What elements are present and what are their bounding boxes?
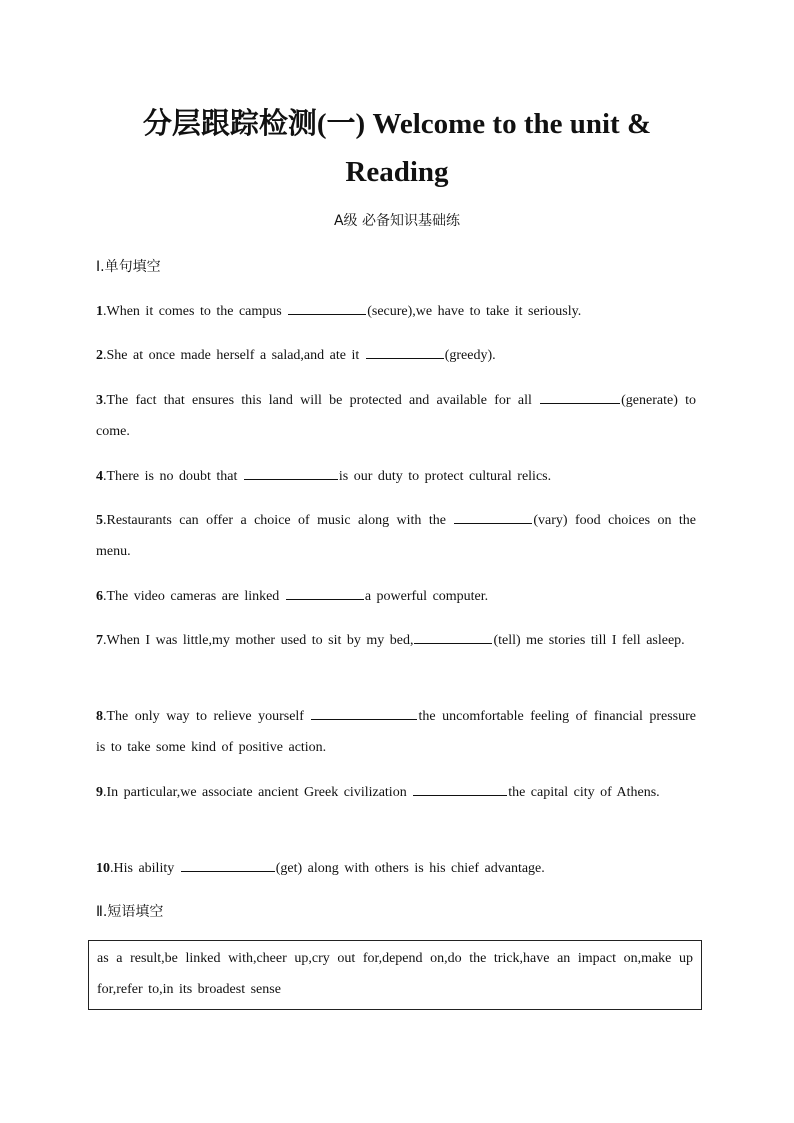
phrase-bank-box (88, 940, 702, 1010)
question-text-after: is our duty to protect cultural relics. (338, 469, 552, 484)
question-text-before: .Restaurants can offer a choice of music along with the (103, 513, 454, 528)
question-text-after: a powerful computer. (364, 589, 489, 604)
answer-blank[interactable] (414, 628, 492, 644)
question-10 (96, 853, 696, 884)
question-text-after: (generate) to come. (96, 393, 697, 439)
section-heading-2: Ⅱ.短语填空 (96, 904, 164, 920)
question-text-after: (greedy). (444, 348, 496, 363)
question-number: 8 (96, 709, 103, 724)
question-number: 5 (96, 513, 103, 528)
answer-blank[interactable] (286, 584, 364, 600)
question-text-before: .The only way to relieve yourself (103, 709, 311, 724)
page-title: 分层跟踪检测(一) Welcome to the unit & Reading (142, 108, 652, 188)
answer-blank[interactable] (366, 343, 444, 359)
question-text-after: the capital city of Athens. (508, 785, 660, 800)
question-text-before: .There is no doubt that (103, 469, 243, 484)
question-2 (96, 340, 696, 371)
question-text-before: .When I was little,my mother used to sit by my bed, (103, 633, 414, 648)
question-5 (96, 505, 696, 567)
level-subtitle: A级 必备知识基础练 (333, 213, 461, 229)
question-7 (96, 625, 696, 656)
section-heading-1: Ⅰ.单句填空 (96, 259, 161, 275)
question-9 (96, 777, 696, 808)
answer-blank[interactable] (454, 508, 532, 524)
question-number: 6 (96, 589, 103, 604)
question-text-before: .She at once made herself a salad,and ate it (103, 348, 365, 363)
question-text-after: (get) along with others is his chief advantage. (275, 861, 545, 876)
question-text-after: (tell) me stories till I fell asleep. (493, 633, 685, 648)
question-text-before: .When it comes to the campus (103, 304, 288, 319)
answer-blank[interactable] (181, 856, 275, 872)
question-1 (96, 296, 696, 327)
answer-blank[interactable] (311, 704, 417, 720)
question-text-after: the uncomfortable feeling of financial pressure is to take some kind of positive action. (96, 709, 697, 755)
answer-blank[interactable] (540, 388, 620, 404)
question-number: 2 (96, 348, 103, 363)
answer-blank[interactable] (413, 780, 507, 796)
question-3 (96, 385, 696, 447)
answer-blank[interactable] (288, 299, 366, 315)
question-text-after: (secure),we have to take it seriously. (367, 304, 582, 319)
question-text-before: .The video cameras are linked (103, 589, 285, 604)
question-number: 10 (96, 861, 110, 876)
question-text-before: .His ability (110, 861, 180, 876)
answer-blank[interactable] (244, 464, 338, 480)
question-number: 9 (96, 785, 103, 800)
question-text-after: (vary) food choices on the menu. (96, 513, 696, 559)
phrase-bank-text: as a result,be linked with,cheer up,cry out for,depend on,do the trick,have an impact on,make up for,refer to,in its broadest sense (97, 951, 693, 997)
question-4 (96, 461, 696, 492)
question-number: 4 (96, 469, 103, 484)
question-number: 3 (96, 393, 103, 408)
question-text-before: .In particular,we associate ancient Greek civilization (103, 785, 413, 800)
question-number: 1 (96, 304, 103, 319)
question-8 (96, 701, 696, 763)
question-number: 7 (96, 633, 103, 648)
question-6 (96, 581, 696, 612)
question-text-before: .The fact that ensures this land will be protected and available for all (103, 393, 540, 408)
